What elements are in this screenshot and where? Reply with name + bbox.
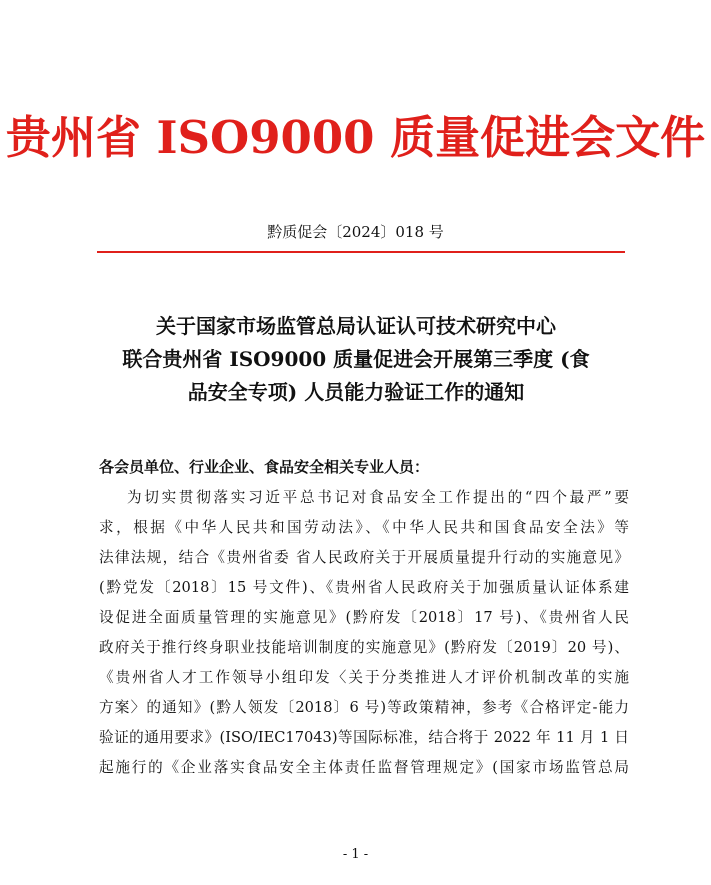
body-line: 为切实贯彻落实习近平总书记对食品安全工作提出的“四个最严”要 [127,489,629,506]
body-line: 求，根据《中华人民共和国劳动法》、《中华人民共和国食品安全法》等 [99,519,629,536]
body-line: 《贵州省人才工作领导小组印发〈关于分类推进人才评价机制改革的实施 [99,669,629,686]
page-number: - 1 - [342,847,369,862]
body-paragraph [99,483,629,783]
red-divider-line [97,251,625,253]
body-line: 法律法规，结合《贵州省委 省人民政府关于开展质量提升行动的实施意见》 [99,549,629,566]
title-line: 联合贵州省 ISO9000 质量促进会开展第三季度 (食 [122,347,590,371]
document-number: 黔质促会〔2024〕018 号 [267,223,444,241]
body-line: 设促进全面质量管理的实施意见》(黔府发〔2018〕17 号)、《贵州省人民 [99,609,629,626]
salutation: 各会员单位、行业企业、食品安全相关专业人员： [99,458,430,476]
body-line: 政府关于推行终身职业技能培训制度的实施意见》(黔府发〔2019〕20 号)、 [99,639,629,656]
body-line: 起施行的《企业落实食品安全主体责任监督管理规定》(国家市场监管总局 [99,759,629,776]
title-line: 品安全专项) 人员能力验证工作的通知 [187,380,525,404]
notice-title [86,310,626,409]
body-line: (黔党发〔2018〕15 号文件)、《贵州省人民政府关于加强质量认证体系建 [99,579,629,596]
body-line: 方案〉的通知》(黔人领发〔2018〕6 号)等政策精神，参考《合格评定-能力 [99,699,629,716]
body-line: 验证的通用要求》(ISO/IEC17043)等国际标准，结合将于 2022 年 11 月 1 日 [99,729,629,746]
masthead-title: 贵州省 ISO9000 质量促进会文件 [5,111,706,164]
title-line: 关于国家市场监管总局认证认可技术研究中心 [156,314,556,338]
